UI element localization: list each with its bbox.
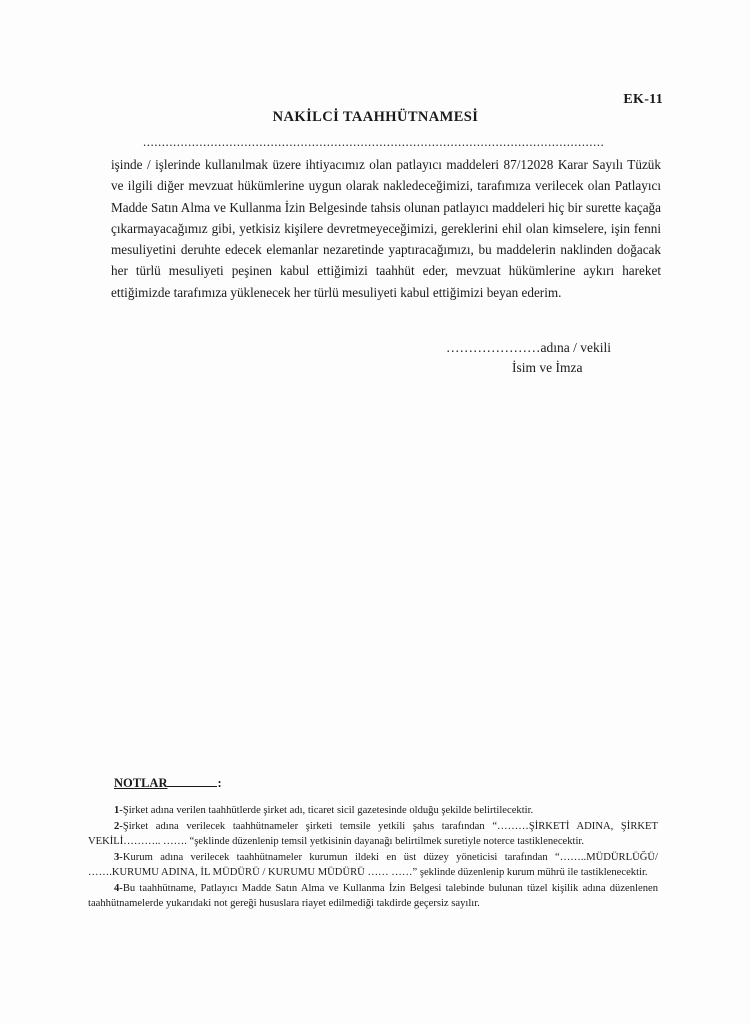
note-number: 1- <box>114 805 123 816</box>
undertaking-paragraph: işinde / işlerinde kullanılmak üzere ihtiyacımız olan patlayıcı maddeleri 87/12028 Karar Sayılı Tüzük ve ilgili diğer mevzuat hükümlerine uygun olarak nakledeceğimizi, tarafımıza verilecek olan Patlayıcı Madde Satın Alma ve Kullanma İzin Belgesinde tahsis olunan patlayıcı maddeleri hiç bir surette kaçağa çıkarmayacağımız gibi, yetkisiz kişilere devretmeyeceğimizi, gereklerini ehil olan kimselere, işin fenni mesuliyetini deruhte edecek elemanlar nezaretinde yaptıracağımızı, bu maddelerin naklinden doğacak her türlü mesuliyeti peşinen kabul ettiğimizi taahhüt eder, mevzuat hükümlerine aykırı hareket ettiğimizde tarafımıza yüklenecek her türlü mesuliyeti kabul ettiğimizi beyan ederim. <box>111 157 661 300</box>
note-text: Kurum adına verilecek taahhütnameler kurumun ildeki en üst düzey yöneticisi tarafından “……..MÜDÜRLÜĞÜ/ …….KURUMU ADINA, İL MÜDÜRÜ / KURUMU MÜDÜRÜ …… ……” şeklinde düzenlenip kurum mührü ile tastiklenecektir. <box>88 851 658 878</box>
signature-on-behalf-line: …………………adına / vekili <box>446 340 611 355</box>
note-item-1 <box>88 803 658 819</box>
note-text: Şirket adına verilecek taahhütnameler şirketi temsile yetkili şahıs tarafından “………ŞİRKETİ ADINA, ŞİRKET VEKİLİ……….. ……. “şeklinde düzenlenip temsil yetkisinin dayanağı belirtilmek suretiyle noterce tastiklenecektir. <box>88 820 658 847</box>
notes-heading <box>114 774 222 791</box>
notes-heading-underline <box>167 774 217 787</box>
note-text: Bu taahhütname, Patlayıcı Madde Satın Alma ve Kullanma İzin Belgesi talebinde bulunan tüzel kişilik adına düzenlenen taahhütnamelerde yukarıdaki not gereği hususlara riayet edilmediği takdirde geçersiz sayılır. <box>88 882 658 909</box>
note-item-4 <box>88 881 658 912</box>
note-number: 3- <box>114 851 123 863</box>
notes-list <box>88 803 658 912</box>
notes-heading-text: NOTLAR <box>114 776 168 790</box>
note-number: 2- <box>114 820 123 832</box>
note-item-2 <box>88 819 658 850</box>
note-item-3 <box>88 850 658 881</box>
signature-name-label: İsim ve İmza <box>512 360 583 375</box>
notes-heading-colon: : <box>217 776 222 790</box>
note-text: Şirket adına verilen taahhütlerde şirket adı, ticaret sicil gazetesinde olduğu şekilde belirtilecektir. <box>122 805 534 816</box>
dotted-fill-line: ........................................................................................................................... <box>143 134 605 149</box>
annex-label: EK-11 <box>623 92 663 107</box>
document-title: NAKİLCİ TAAHHÜTNAMESİ <box>272 109 479 125</box>
note-number: 4- <box>114 882 123 894</box>
